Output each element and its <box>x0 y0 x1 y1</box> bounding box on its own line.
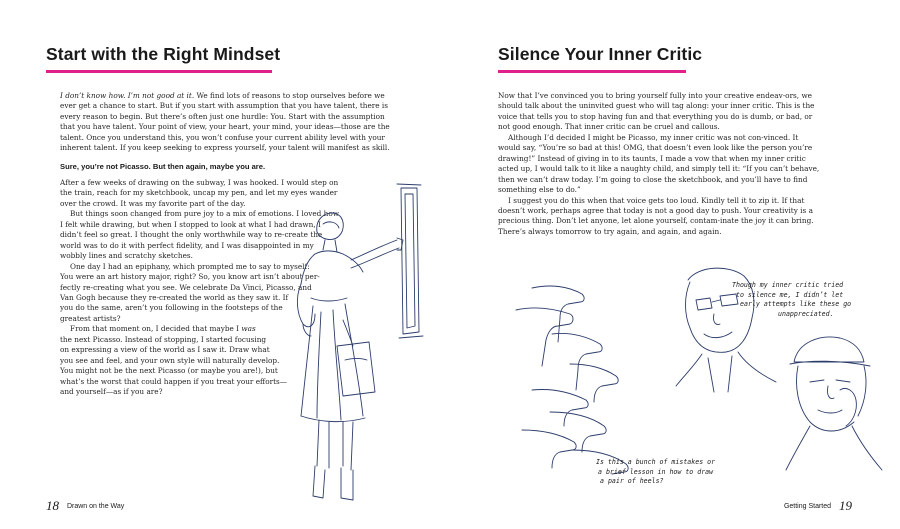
paragraph: I suggest you do this when that voice gets too loud. Kindly tell it to zip it. If that doesn’t work, perhaps agree that today is not a good day to push. Your creativity is a precious thing. Don’t let anyone, let alone yourself, contam-inate the joy it can bring. There’s always tomorrow to try again, and again, and again. <box>498 195 814 236</box>
text-line: you do the same, aren’t you following in the footsteps of the <box>60 303 283 313</box>
text-line: I felt while drawing, but when I stopped to look at what I had drawn, I <box>60 219 321 229</box>
text-line: Van Gogh because they re-created the world as they saw it. If <box>60 292 289 302</box>
right-page-title: Silence Your Inner Critic <box>498 44 703 64</box>
right-footer <box>784 498 852 514</box>
text-line: on expressing a view of the world as I saw it. Draw what <box>60 345 270 355</box>
text-line: You were an art history major, right? So, you know art isn’t about per- <box>60 272 320 282</box>
text-emphasis: was <box>241 324 256 334</box>
intro-text: We find lots of reasons to stop ourselves before we ever get a chance to start. But if you start with assumption that you have talent, there is every reason to begin. But there’s often just one hurdle: You. Start with the assumption that you have talent. Your point of view, your heart, your mind, your ideas—those are the talent. Once you understand this, you won’t confuse your current ability level with your inherent talent. If you keep seeking to express yourself, your talent will manifest as skill. <box>60 91 390 153</box>
text-line: the next Picasso. Instead of stopping, I started focusing <box>60 334 267 344</box>
right-running-head: Getting Started <box>783 503 832 510</box>
heels-caption <box>596 458 715 487</box>
section-subheading: Sure, you’re not Picasso. But then again, maybe you are. <box>60 161 266 171</box>
right-page-number: 19 <box>839 498 852 513</box>
text-line: and yourself—as if you are? <box>60 387 163 397</box>
text-line: One day I had an epiphany, which prompted me to say to myself: <box>70 261 310 271</box>
title-accent-rule <box>46 70 272 73</box>
text-line: greatest artists? <box>60 313 121 323</box>
critic-caption <box>732 281 851 319</box>
text-line: After a few weeks of drawing on the subway, I was hooked. I would step on <box>60 178 339 187</box>
caption-line: Though my inner critic tried <box>732 281 844 289</box>
caption-line: early attempts like these go <box>740 300 852 308</box>
high-heels-sketch <box>512 280 652 480</box>
woman-at-museum-sketch <box>285 180 445 510</box>
left-running-head: Drawn on the Way <box>66 503 125 510</box>
text-line: fectly re-creating what you see. We celebrate Da Vinci, Picasso, and <box>60 282 312 292</box>
text-line: over the crowd. It was my favorite part of the day. <box>60 198 246 208</box>
text-line: you see and feel, and your own style will naturally develop. <box>60 355 280 365</box>
text-fragment: From that moment on, I decided that maybe I <box>70 324 242 334</box>
text-line: But things soon changed from pure joy to a mix of emotions. I loved how <box>70 209 339 219</box>
text-line: wobbly lines and scratchy sketches. <box>60 251 193 261</box>
right-body <box>498 91 822 237</box>
left-page-title: Start with the Right Mindset <box>46 44 281 64</box>
left-page-number: 18 <box>46 498 59 513</box>
caption-line: to silence me, I didn’t let <box>736 290 844 299</box>
man-in-cap-sketch <box>780 330 890 480</box>
intro-paragraph <box>60 91 400 154</box>
text-line: what’s the worst that could happen if you treat your efforts— <box>60 376 288 386</box>
text-line: the train, reach for my sketchbook, uncap my pen, and let my eyes wander <box>60 188 338 198</box>
caption-line: unappreciated. <box>778 309 834 318</box>
text-line: didn’t feel so great. I thought the only worthwhile way to re-create the <box>60 230 323 240</box>
intro-emphasis: I don’t know how. I’m not good at it. <box>60 91 195 100</box>
caption-line: Is this a bunch of mistakes or <box>596 458 716 466</box>
title-accent-rule <box>498 70 686 73</box>
right-page <box>450 0 900 529</box>
caption-line: a pair of heels? <box>600 477 664 485</box>
text-line: You might not be the next Picasso (or maybe you are!), but <box>60 366 278 376</box>
left-footer <box>46 498 124 514</box>
left-body-intro <box>60 91 400 172</box>
caption-line: a brief lesson in how to draw <box>598 467 714 476</box>
paragraph: Although I’d decided I might be Picasso, my inner critic was not con-vinced. It would say, “You’re so bad at this! OMG, that doesn’t even look like the person you’re drawing!” Instead of giving in to its taunts, I made a vow that when my inner critic acted up, I would talk to it like a naughty child, and simply tell it: “If you can’t behave, then we can’t draw today. I’m going to close the sketchbook, and you’ll have to find something else to do.” <box>498 132 820 195</box>
text-line: world was to do it with perfect fidelity, and I was disappointed in my <box>60 240 314 250</box>
paragraph: Now that I’ve convinced you to bring yourself fully into your creative endeav-ors, we should talk about the uninvited guest who will tag along: your inner critic. This is the voice that tells you to stop having fun and that everything you do is dumb, or bad, or not good enough. That inner critic can be cruel and callous. <box>498 91 815 132</box>
